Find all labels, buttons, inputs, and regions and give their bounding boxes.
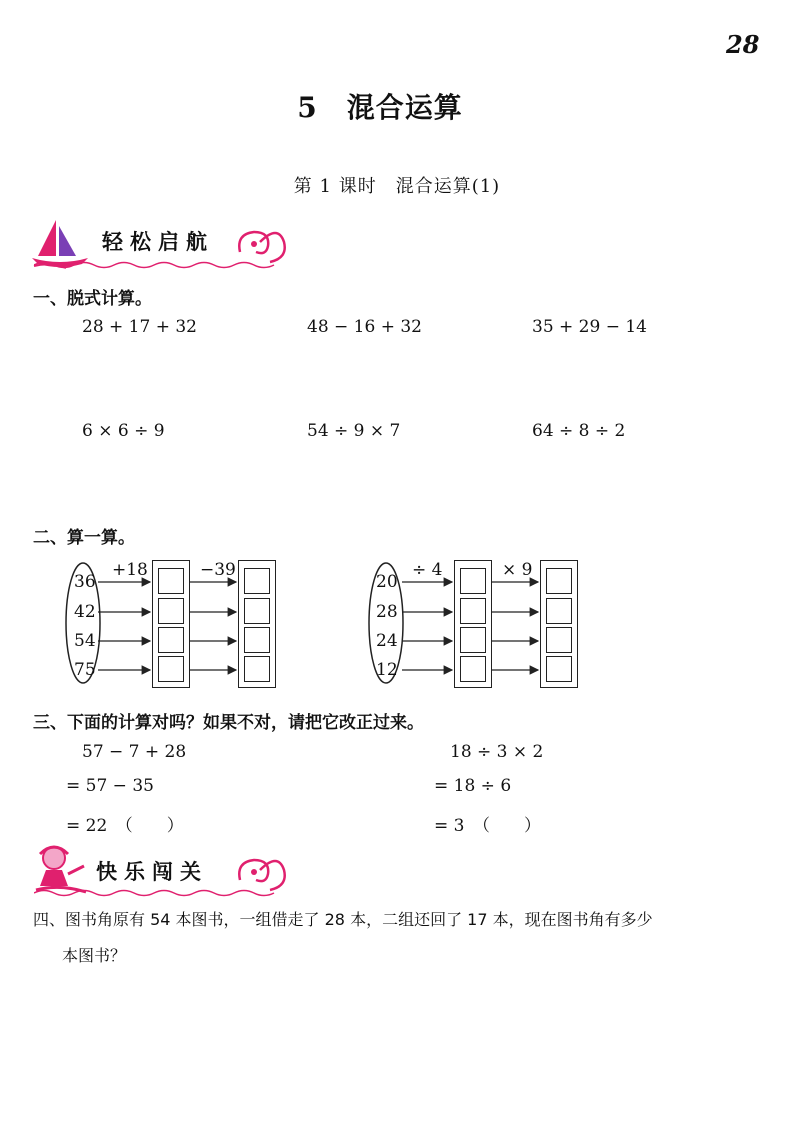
problem-3: 35 + 29 − 14 — [532, 317, 647, 337]
answer-box[interactable] — [546, 627, 572, 653]
answer-box[interactable] — [546, 656, 572, 682]
problem-4: 6 × 6 ÷ 9 — [82, 421, 165, 441]
banner-happy-pass — [30, 842, 290, 898]
left-calc-diagram — [60, 556, 290, 696]
left-answer-column-1 — [152, 560, 190, 688]
answer-box[interactable] — [460, 656, 486, 682]
section4-line-1: 四、图书角原有 54 本图书，一组借走了 28 本，二组还回了 17 本，现在图书角有多少 — [33, 910, 653, 929]
answer-box[interactable] — [460, 598, 486, 624]
dotted-divider-icon — [34, 260, 284, 270]
section2-heading: 二、算一算。 — [33, 528, 135, 548]
answer-box[interactable] — [158, 656, 184, 682]
left-input-3: 54 — [74, 631, 96, 651]
s3-right-line-2: = 18 ÷ 6 — [434, 776, 512, 796]
answer-box[interactable] — [244, 627, 270, 653]
banner-easy-start — [30, 216, 290, 272]
chapter-title: 5 混合运算 — [297, 91, 463, 124]
answer-box[interactable] — [244, 598, 270, 624]
problem-2: 48 − 16 + 32 — [307, 317, 422, 337]
lesson-title: 第 1 课时 混合运算(1) — [293, 176, 501, 197]
right-input-4: 12 — [376, 660, 398, 680]
banner-happy-pass-label: 快乐闯关 — [96, 860, 208, 884]
s3-left-line-2: = 57 − 35 — [66, 776, 154, 796]
left-op2: −39 — [200, 560, 236, 580]
s3-right-line-3: = 3 （ ） — [434, 816, 541, 836]
section1-heading: 一、脱式计算。 — [33, 289, 152, 309]
answer-box[interactable] — [460, 568, 486, 594]
left-answer-column-2 — [238, 560, 276, 688]
s3-left-line-1: 57 − 7 + 28 — [82, 742, 187, 762]
right-calc-diagram — [362, 556, 592, 696]
dotted-divider-icon — [34, 888, 284, 898]
right-input-3: 24 — [376, 631, 398, 651]
answer-box[interactable] — [244, 568, 270, 594]
s3-left-line-3: = 22 （ ） — [66, 816, 184, 836]
right-answer-column-1 — [454, 560, 492, 688]
s3-right-line-1: 18 ÷ 3 × 2 — [450, 742, 544, 762]
answer-box[interactable] — [158, 598, 184, 624]
problem-1: 28 + 17 + 32 — [82, 317, 197, 337]
right-answer-column-2 — [540, 560, 578, 688]
left-input-2: 42 — [74, 602, 96, 622]
left-op1: +18 — [112, 560, 148, 580]
section4-line-2: 本图书？ — [62, 946, 127, 965]
answer-box[interactable] — [158, 627, 184, 653]
answer-box[interactable] — [244, 656, 270, 682]
right-op2: × 9 — [502, 560, 533, 580]
section3-heading: 三、下面的计算对吗？如果不对，请把它改正过来。 — [33, 713, 424, 733]
answer-box[interactable] — [546, 568, 572, 594]
banner-easy-start-label: 轻松启航 — [102, 230, 214, 254]
page-number: 28 — [726, 30, 760, 59]
right-input-2: 28 — [376, 602, 398, 622]
problem-6: 64 ÷ 8 ÷ 2 — [532, 421, 626, 441]
answer-box[interactable] — [158, 568, 184, 594]
answer-box[interactable] — [546, 598, 572, 624]
right-op1: ÷ 4 — [412, 560, 443, 580]
problem-5: 54 ÷ 9 × 7 — [307, 421, 401, 441]
answer-box[interactable] — [460, 627, 486, 653]
left-input-1: 36 — [74, 572, 96, 592]
right-input-1: 20 — [376, 572, 398, 592]
left-input-4: 75 — [74, 660, 96, 680]
